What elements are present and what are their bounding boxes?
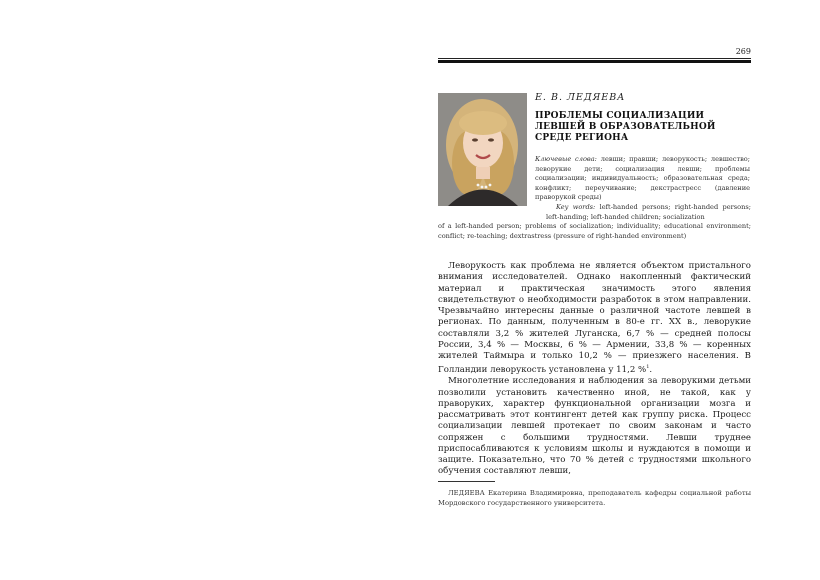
article-body <box>438 261 751 478</box>
keywords-en-text-start: left-handed persons; right-handed persons; left-handing; left-handed children; socialization <box>546 203 751 221</box>
page-number: 269 <box>735 47 751 56</box>
keywords-en-lead: Key words: <box>556 203 596 211</box>
article-author: Е. В. ЛЕДЯЕВА <box>535 92 626 103</box>
body-paragraph-1-end: . <box>649 365 653 376</box>
body-paragraph-1 <box>438 261 751 376</box>
author-photo <box>438 93 527 206</box>
header-rule-thick <box>438 60 751 63</box>
header-rule-thin <box>438 58 751 59</box>
body-paragraph-2: Многолетние исследования и наблюдения за леворукими детьми позволили установить качественно иной, не такой, как у праворуких, характер функциональной организации мозга и рассматривать этот контингент детей как группу риска. Процесс социализации левшей протекает по своим законам и часто сопряжен с большими трудностями. Левши труднее приспосабливаются к условиям школы и нуждаются в помощи и защите. Показательно, что 70 % детей с трудностями школьного обучения составляют левши, <box>438 376 751 477</box>
keywords-ru-lead: Ключевые слова: <box>535 155 597 163</box>
body-paragraph-1-text: Леворукость как проблема не является объектом пристального внимания исследователей. Однако накопленный фактический материал и практическая значимость этого явления свидетельствуют о необходимости разработок в этом направлении. Чрезвычайно интересны данные о различной частоте левшей в регионах. По данным, полученным в 80-е гг. XX в., леворукие составляли 3,2 % жителей Луганска, 6,7 % — средней полосы России, 3,4 % — Москвы, 6 % — Армении, 33,8 % — коренных жителей Таймыра и только 10,2 % — приезжего населения. В Голландии леворукость установлена у 11,2 % <box>438 261 751 376</box>
footnote-ref-1: 1 <box>646 364 650 371</box>
author-portrait-image <box>438 93 527 206</box>
footnote-rule <box>438 481 495 482</box>
keywords-en-first-line <box>438 203 751 222</box>
footnote <box>438 488 751 508</box>
article-title: ПРОБЛЕМЫ СОЦИАЛИЗАЦИИ ЛЕВШЕЙ В ОБРАЗОВАТЕЛЬНОЙ СРЕДЕ РЕГИОНА <box>535 111 716 143</box>
keywords-en <box>438 203 751 241</box>
keywords-ru-text: левши; правши; леворукость; левшество; леворукие дети; социализация левши; проблемы социализации; индивидуальность; образовательная среда; конфликт; переучивание; декстрастресс (давление праворукой среды) <box>535 155 750 202</box>
keywords-ru <box>535 155 750 203</box>
keywords-en-text-rest: of a left-handed person; problems of socialization; individuality; educational environment; conflict; re-teaching; dextrastress (pressure of right-handed environment) <box>438 222 751 240</box>
footnote-text: ЛЕДЯЕВА Екатерина Владимировна, преподаватель кафедры социальной работы Мордовского государственного университета. <box>438 489 751 507</box>
